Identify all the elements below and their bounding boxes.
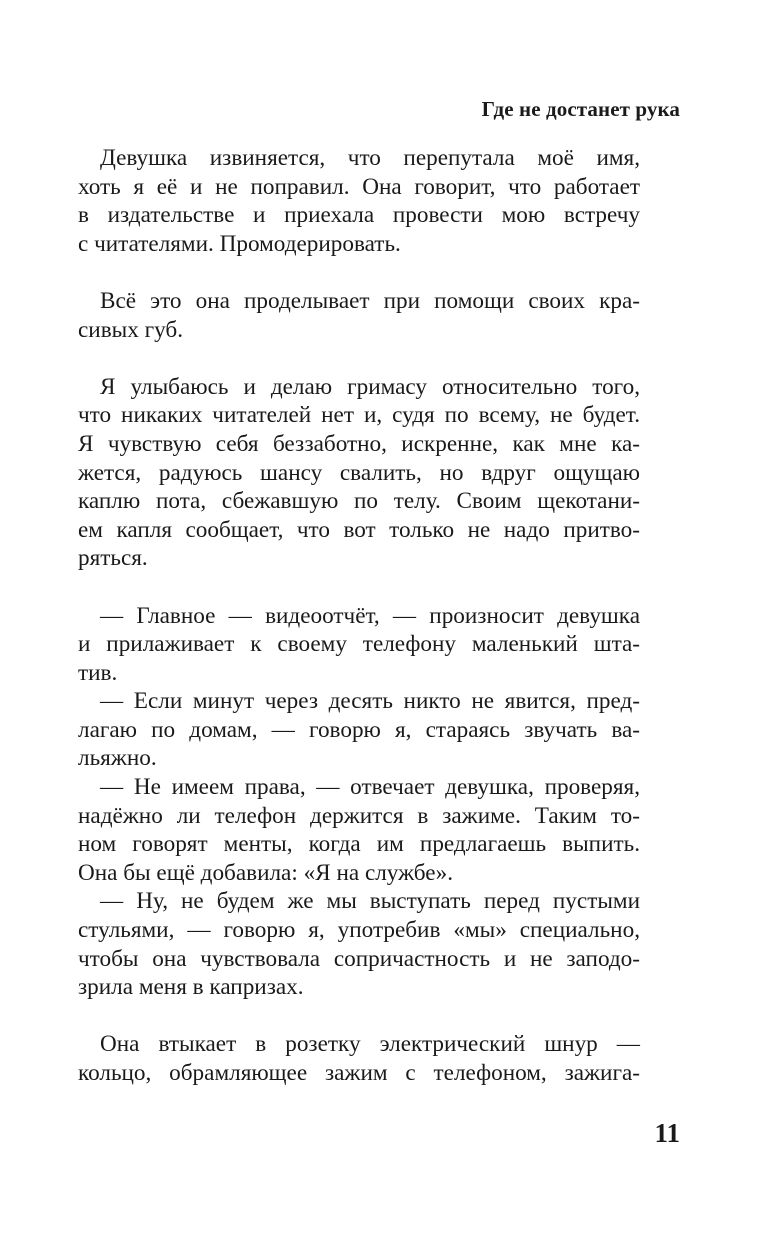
paragraph-gap xyxy=(78,258,640,287)
text-line: в издательстве и приехала провести мою встречу xyxy=(78,202,640,229)
text-line: лагаю по домам, — говорю я, стараясь звучать ва- xyxy=(78,716,640,743)
paragraph-gap xyxy=(78,1002,640,1031)
body-text xyxy=(78,144,640,1088)
paragraph xyxy=(78,602,640,1002)
text-line: хоть я её и не поправил. Она говорит, что работает xyxy=(78,173,640,200)
text-line: Я улыбаюсь и делаю гримасу относительно того, xyxy=(100,373,640,400)
text-line: кольцо, обрамляющее зажим с телефоном, зажига- xyxy=(78,1060,640,1086)
text-line: надёжно ли телефон держится в зажиме. Таким то- xyxy=(78,802,640,829)
text-line: стульями, — говорю я, употребив «мы» специально, xyxy=(78,917,640,944)
page-number: 11 xyxy=(654,1118,680,1148)
text-line: с читателями. Промодерировать. xyxy=(78,230,401,257)
text-line: Девушка извиняется, что перепутала моё имя, xyxy=(100,145,640,171)
text-line: Я чувствую себя беззаботно, искренне, как мне ка- xyxy=(78,430,640,457)
paragraph xyxy=(78,373,640,573)
text-line: — Если минут через десять никто не явится, пред- xyxy=(100,688,640,715)
paragraph xyxy=(78,144,640,258)
paragraph xyxy=(78,1030,640,1087)
text-line: — Главное — видеоотчёт, — произносит девушка xyxy=(100,602,640,629)
text-line: ном говорят менты, когда им предлагаешь выпить. xyxy=(78,831,640,858)
text-line: — Ну, не будем же мы выступать перед пустыми xyxy=(100,888,640,915)
text-line: чтобы она чувствовала сопричастность и не заподо- xyxy=(78,945,640,972)
text-line: зрила меня в капризах. xyxy=(78,974,304,1001)
paragraph-gap xyxy=(78,344,640,373)
text-line: что никаких читателей нет и, судя по всему, не будет. xyxy=(78,402,640,429)
text-line: сивых губ. xyxy=(78,316,184,343)
text-line: каплю пота, сбежавшую по телу. Своим щекотани- xyxy=(78,488,640,515)
paragraph-gap xyxy=(78,573,640,602)
text-line: ем капля сообщает, что вот только не надо притво- xyxy=(78,516,640,543)
text-line: Всё это она проделывает при помощи своих кра- xyxy=(100,287,640,314)
paragraph xyxy=(78,287,640,344)
text-line: льяжно. xyxy=(78,745,157,772)
text-line: Она втыкает в розетку электрический шнур — xyxy=(100,1031,640,1058)
text-line: и прилаживает к своему телефону маленький шта- xyxy=(78,631,640,658)
text-line: тив. xyxy=(78,659,118,686)
text-line: Она бы ещё добавила: «Я на службе». xyxy=(78,859,453,886)
text-line: — Не имеем права, — отвечает девушка, проверяя, xyxy=(100,774,640,801)
text-line: ряться. xyxy=(78,545,148,572)
text-line: жется, радуюсь шансу свалить, но вдруг ощущаю xyxy=(78,459,640,486)
running-title: Где не достанет рука xyxy=(481,97,680,121)
